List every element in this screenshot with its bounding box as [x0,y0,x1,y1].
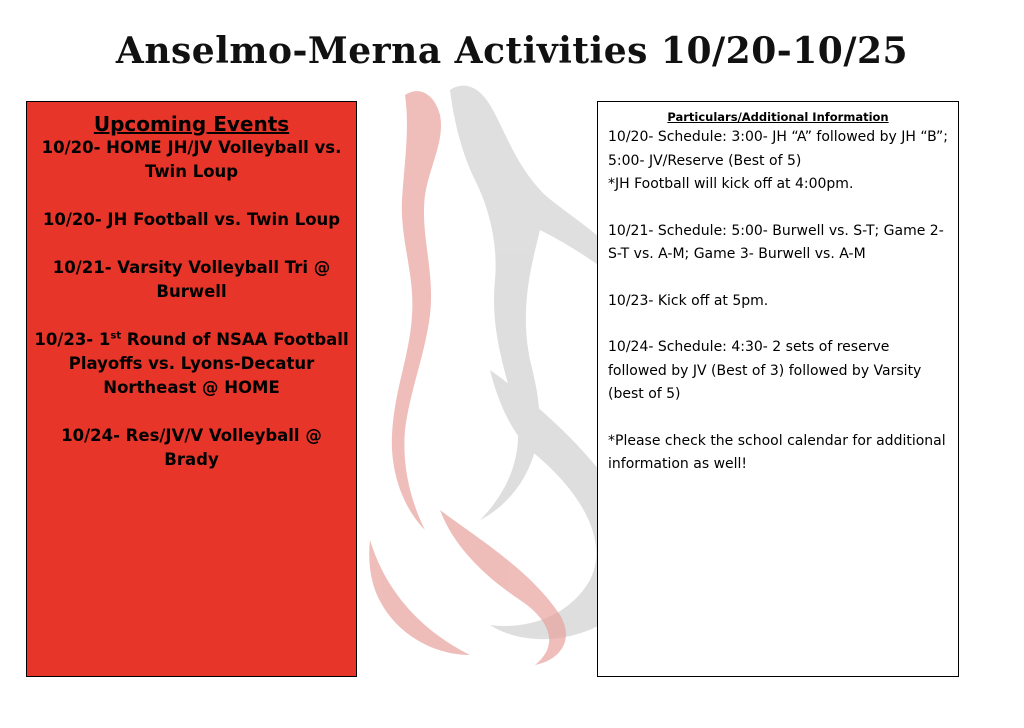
info-1020-schedule: 10/20- Schedule: 3:00- JH “A” followed by JH “B”; 5:00- JV/Reserve (Best of 5) [608,129,948,169]
watermark-red-silhouette [369,91,566,665]
event-playoff-prefix: 10/23- 1 [34,330,111,349]
event-item: 10/20- HOME JH/JV Volleyball vs. Twin Loup [41,138,342,181]
page-title: Anselmo-Merna Activities 10/20-10/25 [115,30,909,72]
info-entry-1023: 10/23- Kick off at 5pm. [608,292,769,309]
event-playoff-suffix: Round of NSAA Football Playoffs vs. Lyons-Decatur Northeast @ HOME [68,330,349,397]
info-calendar-note: *Please check the school calendar for additional information as well! [608,432,946,472]
event-item-playoffs [33,328,350,400]
additional-info-heading: Particulars/Additional Information [667,110,889,124]
upcoming-events-panel [26,101,357,677]
event-playoff-ordinal: st [110,330,122,342]
info-entry-1021: 10/21- Schedule: 5:00- Burwell vs. S-T; Game 2- S-T vs. A-M; Game 3- Burwell vs. A-M [608,222,944,262]
event-item: 10/24- Res/JV/V Volleyball @ Brady [61,426,322,469]
event-item: 10/21- Varsity Volleyball Tri @ Burwell [52,258,331,301]
info-entry-1024: 10/24- Schedule: 4:30- 2 sets of reserve followed by JV (Best of 3) followed by Varsity (best of 5) [608,339,922,402]
additional-info-panel [597,101,959,677]
upcoming-events-heading: Upcoming Events [93,112,290,136]
info-1020-football-note: *JH Football will kick off at 4:00pm. [608,176,854,192]
info-entry-1020 [608,126,948,197]
event-item: 10/20- JH Football vs. Twin Loup [42,210,341,229]
